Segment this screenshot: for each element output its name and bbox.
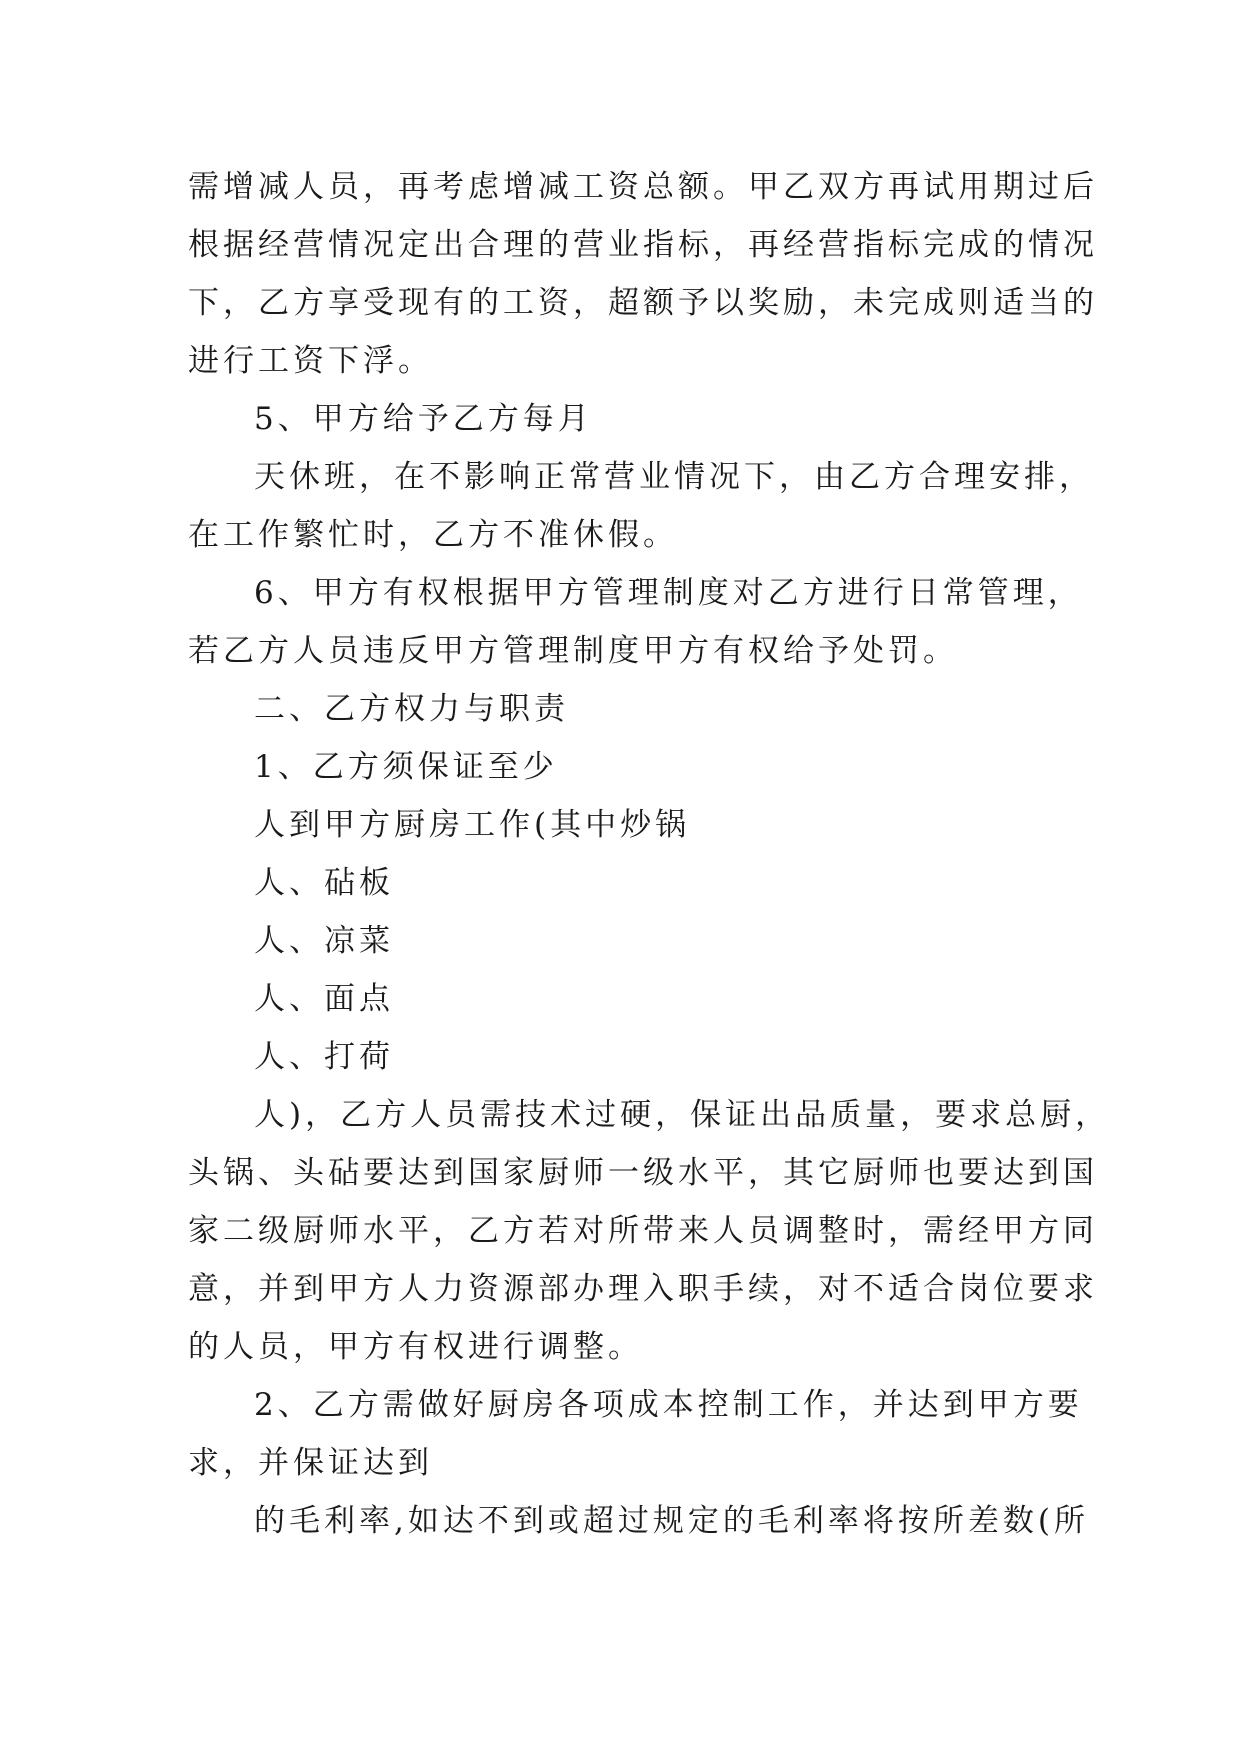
paragraph-line: 若乙方人员违反甲方管理制度甲方有权给予处罚。 xyxy=(188,633,958,669)
paragraph-line: 根据经营情况定出合理的营业指标，再经营指标完成的情况 xyxy=(188,227,1098,263)
paragraph-line: 家二级厨师水平，乙方若对所带来人员调整时，需经甲方同 xyxy=(188,1213,1098,1249)
paragraph-line: 人到甲方厨房工作(其中炒锅 xyxy=(254,807,691,843)
paragraph-line: 的人员，甲方有权进行调整。 xyxy=(188,1329,643,1365)
section-heading: 二、乙方权力与职责 xyxy=(254,691,569,727)
paragraph-line: 人、面点 xyxy=(254,981,394,1017)
paragraph-line: 需增减人员，再考虑增减工资总额。甲乙双方再试用期过后 xyxy=(188,169,1098,205)
paragraph-line: 人、凉菜 xyxy=(254,923,394,959)
paragraph-line: 人)，乙方人员需技术过硬，保证出品质量，要求总厨， xyxy=(254,1097,1111,1133)
paragraph-line: 在工作繁忙时，乙方不准休假。 xyxy=(188,517,678,553)
paragraph-line: 下，乙方享受现有的工资，超额予以奖励，未完成则适当的 xyxy=(188,285,1098,321)
paragraph-line: 人、砧板 xyxy=(254,865,394,901)
paragraph-line: 天休班，在不影响正常营业情况下，由乙方合理安排， xyxy=(254,459,1094,495)
paragraph-line: 进行工资下浮。 xyxy=(188,343,433,379)
paragraph-line: 人、打荷 xyxy=(254,1039,394,1075)
paragraph-line: 6、甲方有权根据甲方管理制度对乙方进行日常管理， xyxy=(254,575,1083,611)
paragraph-line: 意，并到甲方人力资源部办理入职手续，对不适合岗位要求 xyxy=(188,1271,1098,1307)
paragraph-line: 求，并保证达到 xyxy=(188,1445,433,1481)
document-body xyxy=(188,158,1111,1550)
paragraph-line: 5、甲方给予乙方每月 xyxy=(254,401,593,437)
paragraph-line: 1、乙方须保证至少 xyxy=(254,749,558,785)
paragraph-line: 2、乙方需做好厨房各项成本控制工作，并达到甲方要 xyxy=(254,1387,1083,1423)
paragraph-line: 的毛利率,如达不到或超过规定的毛利率将按所差数(所 xyxy=(254,1503,1089,1539)
paragraph-line: 头锅、头砧要达到国家厨师一级水平，其它厨师也要达到国 xyxy=(188,1155,1098,1191)
